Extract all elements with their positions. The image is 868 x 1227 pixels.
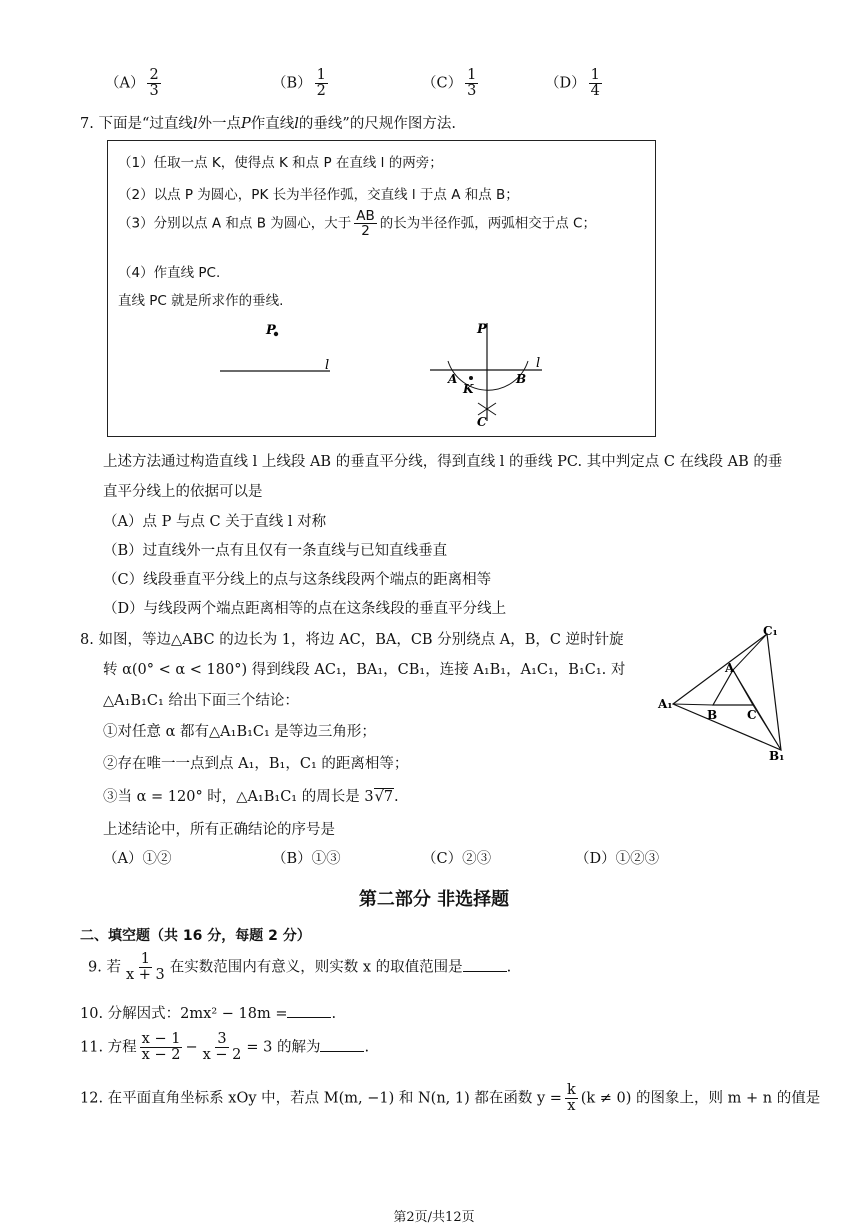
label-l-right: l — [536, 356, 541, 371]
q8-option-a: （A）①② — [103, 851, 172, 867]
q8-option-c: （C）②③ — [422, 851, 492, 867]
q8-line-3: △A₁B₁C₁ 给出下面三个结论： — [103, 693, 299, 709]
q8-conclusion-2: ②存在唯一一点到点 A₁，B₁，C₁ 的距离相等； — [103, 756, 409, 772]
section-title: 二、填空题（共 16 分，每题 2 分） — [80, 928, 311, 944]
triangle-abc — [713, 670, 753, 705]
q6-option-d: （D） $\frac{1}{4}$ — [545, 67, 600, 100]
q7-option-c: （C）线段垂直平分线上的点与这条线段两个端点的距离相等 — [103, 572, 492, 588]
label-c: C — [477, 415, 487, 429]
q8-prompt: 上述结论中，所有正确结论的序号是 — [103, 822, 335, 838]
q8-line-1: 8. 如图，等边△ABC 的边长为 1，将边 AC，BA，CB 分别绕点 A，B，C 逆时针旋 — [80, 632, 624, 648]
q8-triangle-figure — [655, 622, 790, 767]
answer-blank — [287, 1005, 331, 1018]
label-b: B — [516, 372, 527, 386]
page-footer: 第2页/共12页 — [393, 1210, 475, 1225]
label-k: K — [463, 382, 474, 396]
segment-ac1 — [733, 634, 767, 670]
q8-option-d: （D）①②③ — [575, 851, 660, 867]
label-c: C — [747, 708, 757, 722]
q11: 11. 方程 $\frac{x - 1}{x - 2}$ − $\frac{3}{x - 2}$ = 3 的解为 . — [80, 1031, 370, 1064]
label-p-left: P — [266, 323, 276, 338]
q10: 10. 分解因式：2mx² − 18m = . — [80, 1006, 337, 1022]
q7-stem: 7. 下面是“过直线l外一点P作直线l的垂线”的尺规作图方法. — [80, 116, 456, 132]
part2-heading: 第二部分 非选择题 — [358, 889, 510, 910]
q6-option-c: （C） $\frac{1}{3}$ — [422, 67, 477, 100]
q7-step-4: （4）作直线 PC. — [118, 265, 221, 281]
sqrt-radicand: √7 — [374, 789, 394, 805]
q8-line-2: 转 α(0° < α < 180°) 得到线段 AC₁，BA₁，CB₁，连接 A₁B₁，A₁C₁，B₁C₁. 对 — [103, 662, 626, 678]
q8-conclusion-3: ③当 α = 120° 时，△A₁B₁C₁ 的周长是 3√7. — [103, 789, 399, 805]
q6-option-b: （B） $\frac{1}{2}$ — [272, 67, 326, 100]
label-a1: A₁ — [658, 697, 673, 711]
q7-step-3: （3）分别以点 A 和点 B 为圆心，大于 $\frac{AB}{2}$ 的长为半径作弧，两弧相交于点 C； — [118, 208, 596, 240]
label-l-left: l — [325, 358, 330, 373]
answer-blank — [320, 1039, 364, 1052]
segment-extension — [733, 670, 781, 750]
q12: 12. 在平面直角坐标系 xOy 中，若点 M(m, −1) 和 N(n, 1) 都在函数 y = $\frac{k}{x}$ (k ≠ 0) 的图象上，则 m + n 的值是 — [80, 1082, 821, 1115]
q7-step-1: （1）任取一点 K，使得点 K 和点 P 在直线 l 的两旁； — [118, 155, 443, 171]
q7-construction-figure — [108, 141, 657, 438]
q7-explanation-2: 直平分线上的依据可以是 — [103, 484, 263, 500]
point-k — [469, 376, 473, 380]
label-c1: C₁ — [763, 624, 778, 638]
q7-step-2: （2）以点 P 为圆心，PK 长为半径作弧，交直线 l 于点 A 和点 B； — [118, 187, 519, 203]
q7-conclusion: 直线 PC 就是所求作的垂线. — [118, 293, 284, 309]
label-b: B — [707, 708, 718, 722]
q6-option-a: （A） $\frac{2}{3}$ — [105, 67, 159, 100]
q8-option-b: （B）①③ — [272, 851, 341, 867]
label-p-right: P — [477, 322, 487, 337]
q8-conclusion-1: ①对任意 α 都有△A₁B₁C₁ 是等边三角形； — [103, 724, 376, 740]
q7-option-b: （B）过直线外一点有且仅有一条直线与已知直线垂直 — [103, 543, 448, 559]
q9: 9. 若 $\frac{1}{x + 3}$ 在实数范围内有意义，则实数 x 的取值范围是 . — [88, 951, 512, 984]
label-b1: B₁ — [769, 749, 785, 763]
q7-explanation-1: 上述方法通过构造直线 l 上线段 AB 的垂直平分线，得到直线 l 的垂线 PC. 其中判定点 C 在线段 AB 的垂 — [103, 454, 783, 470]
q7-construction-box — [107, 140, 656, 437]
q7-option-d: （D）与线段两个端点距离相等的点在这条线段的垂直平分线上 — [103, 601, 507, 617]
q7-option-a: （A）点 P 与点 C 关于直线 l 对称 — [103, 514, 327, 530]
triangle-a1b1c1 — [673, 634, 781, 750]
segment-ba1 — [673, 704, 713, 705]
label-a: A — [725, 661, 735, 675]
answer-blank — [463, 959, 507, 972]
label-a: A — [448, 372, 458, 386]
